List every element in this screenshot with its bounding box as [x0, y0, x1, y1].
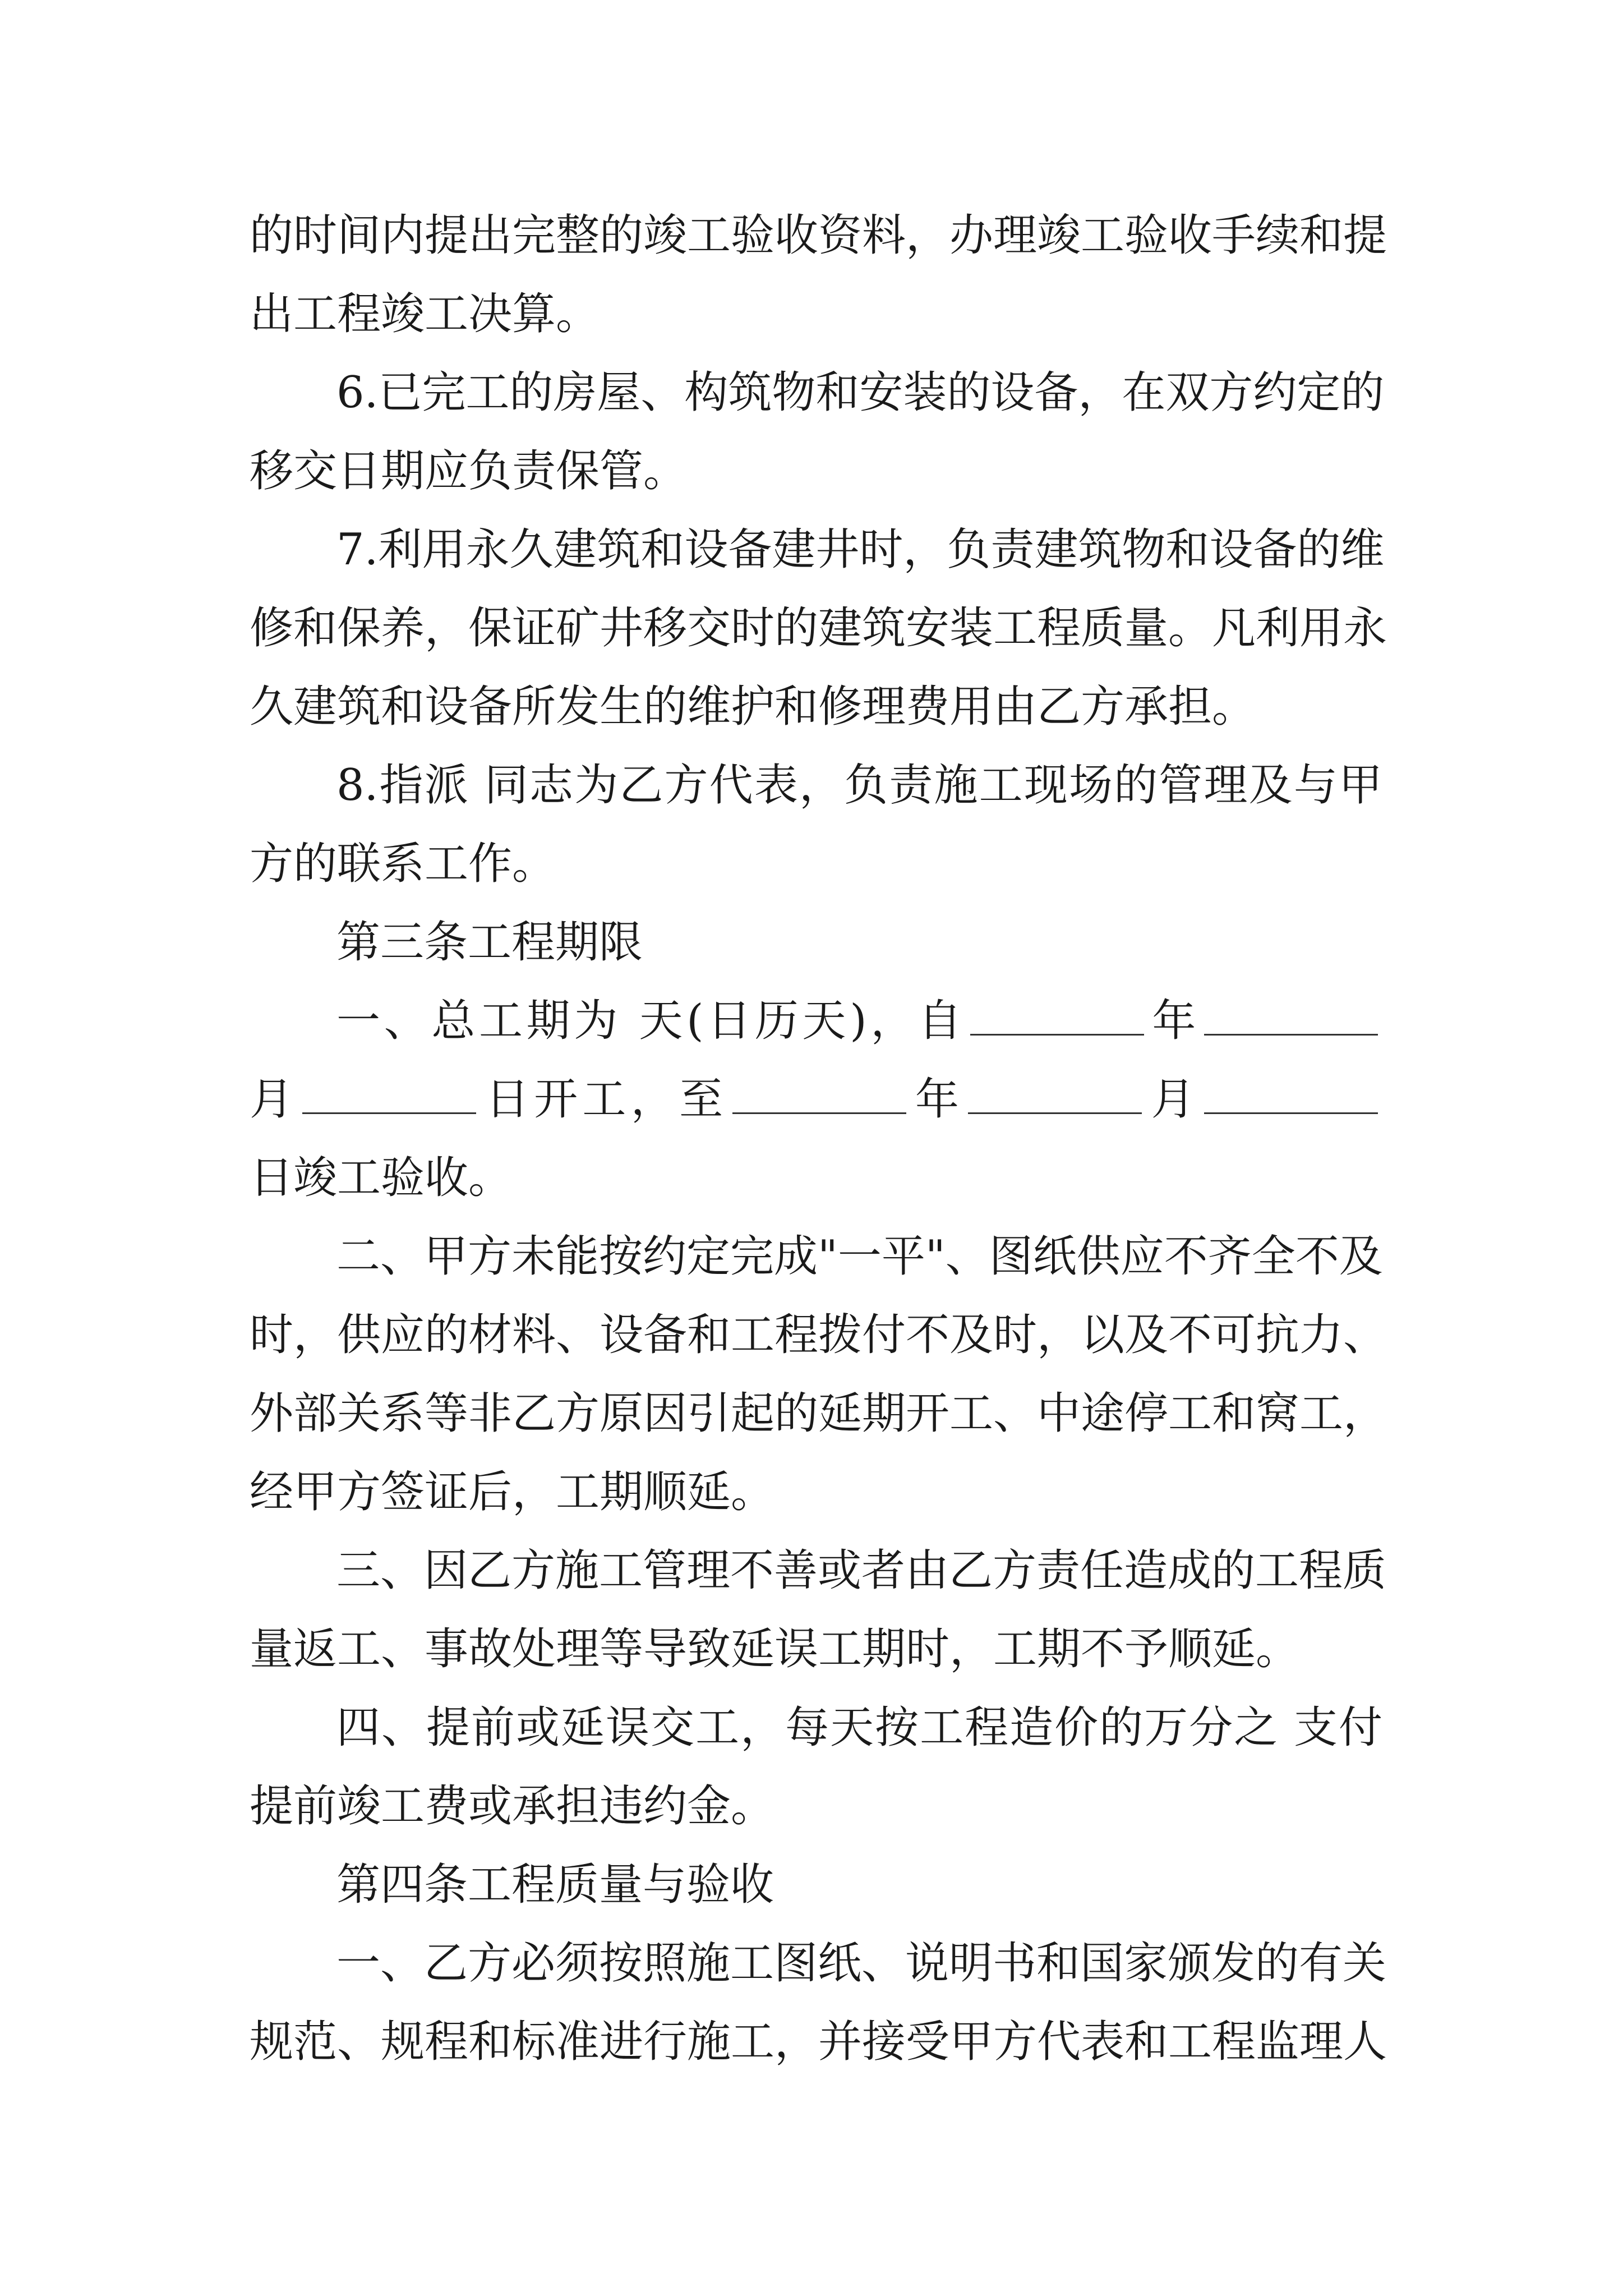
text-line: 6.已完工的房屋、构筑物和安装的设备，在双方约定的 [336, 367, 1385, 418]
text-line: 修和保养，保证矿井移交时的建筑安装工程质量。凡利用永 [250, 603, 1387, 654]
fill-blank [1204, 1073, 1378, 1114]
text-line: 久建筑和设备所发生的维护和修理费用由乙方承担。 [250, 682, 1256, 732]
fill-blank [968, 1073, 1142, 1114]
text-line: 日竣工验收。 [250, 1153, 513, 1203]
text-line: 方的联系工作。 [250, 839, 556, 889]
line-segment: 年 [910, 1074, 964, 1125]
text-line: 7.利用永久建筑和设备建井时，负责建筑物和设备的维 [336, 524, 1385, 575]
text-line: 量返工、事故处理等导致延误工期时，工期不予顺延。 [250, 1624, 1300, 1674]
text-line: 一、乙方必须按照施工图纸、说明书和国家颁发的有关 [336, 1938, 1387, 1989]
section-heading: 第四条工程质量与验收 [336, 1860, 774, 1910]
text-line [336, 993, 1382, 1049]
text-line: 提前竣工费或承担违约金。 [250, 1781, 775, 1832]
text-line: 的时间内提出完整的竣工验收资料，办理竣工验收手续和提 [250, 210, 1387, 261]
text-line: 三、因乙方施工管理不善或者由乙方责任造成的工程质 [336, 1545, 1387, 1596]
line-segment: 年 [1148, 996, 1200, 1046]
fill-blank [970, 995, 1144, 1036]
section-heading: 第三条工程期限 [336, 917, 643, 968]
text-line: 8.指派 同志为乙方代表，负责施工现场的管理及与甲 [336, 760, 1382, 811]
text-line: 二、甲方未能按约定完成"一平"、图纸供应不齐全不及 [336, 1231, 1383, 1282]
text-line: 规范、规程和标准进行施工，并接受甲方代表和工程监理人 [250, 2017, 1387, 2067]
fill-blank [302, 1073, 476, 1114]
text-line: 移交日期应负责保管。 [250, 446, 688, 496]
text-line [250, 1071, 1382, 1128]
line-segment: 日开工，至 [481, 1074, 728, 1125]
text-line: 经甲方签证后，工期顺延。 [250, 1467, 775, 1517]
fill-blank [732, 1073, 906, 1114]
line-segment: 月 [250, 1074, 298, 1125]
text-line: 外部关系等非乙方原因引起的延期开工、中途停工和窝工， [250, 1388, 1387, 1439]
line-segment: 月 [1146, 1074, 1200, 1125]
text-line: 时，供应的材料、设备和工程拨付不及时，以及不可抗力、 [250, 1310, 1387, 1360]
fill-blank [1204, 995, 1378, 1036]
line-segment: 一、总工期为 天(日历天)，自 [336, 996, 966, 1046]
text-line: 四、提前或延误交工，每天按工程造价的万分之 支付 [336, 1703, 1382, 1753]
text-line: 出工程竣工决算。 [250, 289, 600, 339]
